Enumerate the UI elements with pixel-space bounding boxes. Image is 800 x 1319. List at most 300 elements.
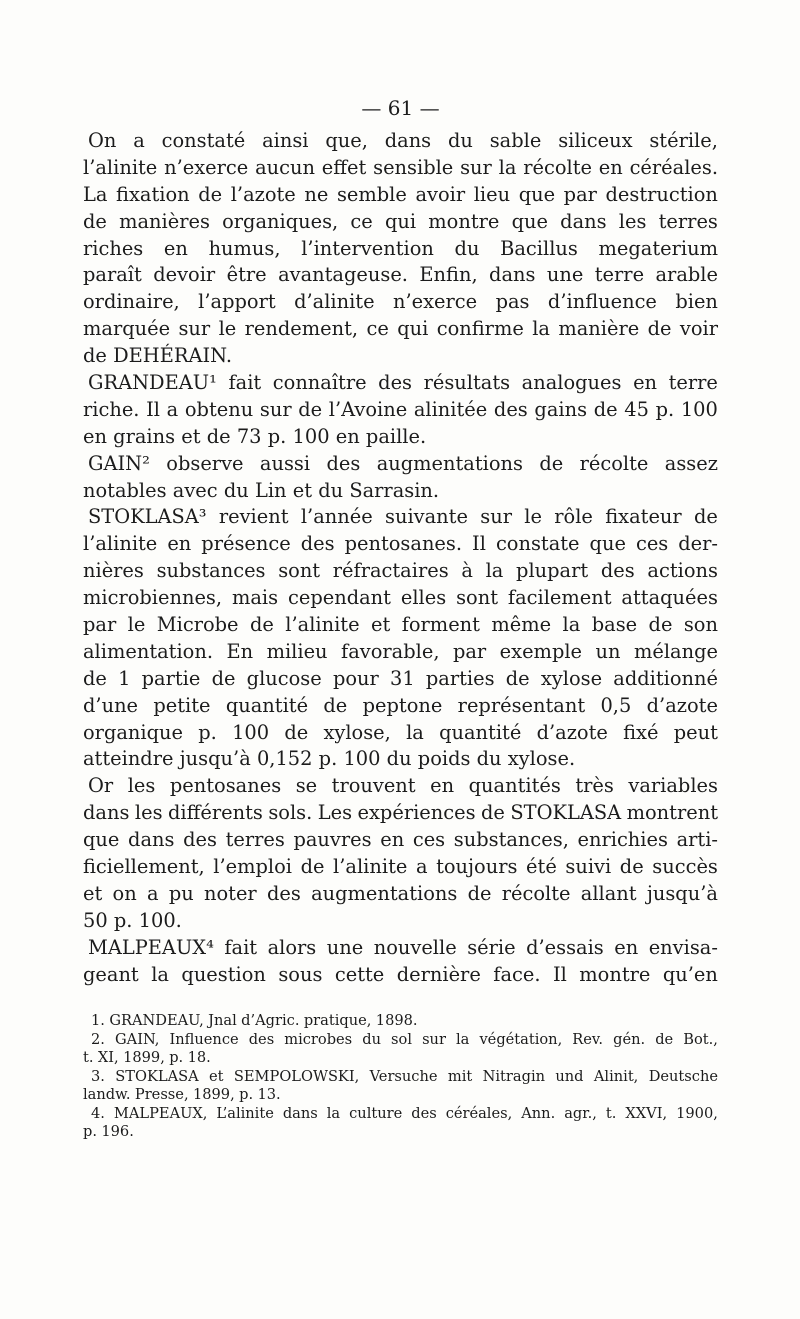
word: sur xyxy=(460,155,492,179)
word: d’azote xyxy=(646,693,718,717)
word: 1 xyxy=(118,666,131,690)
word: l’alinite xyxy=(333,855,408,879)
word: substances xyxy=(156,559,266,583)
word: par xyxy=(563,182,597,206)
word: 100 xyxy=(292,424,330,448)
word: p. xyxy=(113,908,133,932)
word: STOKLASA³ xyxy=(88,505,207,529)
word: 1899, xyxy=(192,1086,235,1103)
word: constaté xyxy=(161,129,246,152)
word: exemple xyxy=(499,639,583,663)
word: actions xyxy=(647,559,718,583)
word: récolte xyxy=(501,881,571,905)
word: Influence xyxy=(169,1030,239,1048)
word: d’une xyxy=(83,693,139,717)
word: en xyxy=(167,532,192,556)
text-line xyxy=(83,720,718,747)
text-line xyxy=(83,504,718,531)
word: attaquées xyxy=(621,586,718,610)
word: Il xyxy=(146,397,160,421)
footnote-line xyxy=(83,1105,718,1124)
text-line xyxy=(83,397,718,424)
word: devoir xyxy=(153,263,216,287)
word: que xyxy=(589,532,626,556)
text-line xyxy=(83,316,718,343)
word: forment xyxy=(401,613,480,637)
word: Lin xyxy=(254,478,287,502)
word: une xyxy=(326,935,364,959)
word: de xyxy=(694,505,718,529)
word: son xyxy=(683,613,718,637)
word: de xyxy=(655,1030,674,1048)
footnote-line xyxy=(83,1123,718,1142)
text-line xyxy=(83,639,718,666)
word: a xyxy=(415,855,428,879)
footnote-line xyxy=(83,1068,718,1087)
word: p. xyxy=(83,1123,97,1140)
word: trouvent xyxy=(331,774,416,798)
word: avoir xyxy=(415,182,466,206)
word: GAIN² xyxy=(88,451,150,475)
word: la xyxy=(562,613,581,637)
text-line xyxy=(83,155,718,182)
word: d’essais xyxy=(526,935,604,959)
word: semble xyxy=(336,182,407,206)
word: été xyxy=(526,855,557,879)
word: du xyxy=(318,478,344,502)
word: xylose, xyxy=(323,720,391,744)
word: a xyxy=(166,397,179,421)
word: et xyxy=(181,424,201,448)
word: additionné xyxy=(613,666,718,690)
word: et xyxy=(292,478,312,502)
word: des xyxy=(411,1104,437,1122)
word: Deutsche xyxy=(648,1067,718,1085)
word: et xyxy=(83,881,103,905)
word: la xyxy=(498,155,517,179)
word: MALPEAUX, xyxy=(113,1104,208,1122)
word: rendement, xyxy=(244,317,359,341)
word: du xyxy=(223,478,249,502)
word: 73 xyxy=(236,424,262,448)
word: 45 xyxy=(624,397,649,421)
word: différents xyxy=(168,801,263,825)
word: revient xyxy=(218,505,289,529)
word: MALPEAUX⁴ xyxy=(88,935,214,959)
word: alimentation. xyxy=(83,639,213,663)
word: riche. xyxy=(83,397,140,421)
word: Versuche xyxy=(369,1067,438,1085)
word: GAIN, xyxy=(115,1030,160,1048)
word: agr., xyxy=(564,1104,597,1122)
word: Alinit, xyxy=(593,1067,639,1085)
text-line xyxy=(83,236,718,263)
word: ficiellement, xyxy=(83,855,205,879)
word: elles xyxy=(400,586,447,610)
word: sur xyxy=(178,317,211,341)
word: Bacillus xyxy=(500,236,578,260)
word: pour xyxy=(332,666,379,690)
text-line xyxy=(83,558,718,585)
word: 196. xyxy=(101,1123,134,1140)
text-line xyxy=(83,585,718,612)
word: La xyxy=(83,182,108,206)
text-line xyxy=(83,800,718,827)
word: en xyxy=(335,424,360,448)
word: a xyxy=(133,129,145,152)
word: landw. xyxy=(83,1086,131,1103)
word: fixation xyxy=(116,182,190,206)
word: dans xyxy=(83,801,130,825)
word: ce xyxy=(350,209,373,233)
word: arti- xyxy=(676,828,718,852)
footnote-line xyxy=(83,1012,718,1031)
word: sur xyxy=(480,505,512,529)
word: p. xyxy=(267,424,287,448)
word: sensible xyxy=(373,155,454,179)
word: XXVI, xyxy=(625,1104,668,1122)
word: aussi xyxy=(259,451,311,475)
text-line xyxy=(83,424,718,451)
word: en xyxy=(598,155,623,179)
word: alinitée xyxy=(413,397,488,421)
word: des xyxy=(300,532,335,556)
word: avantageuse. xyxy=(278,263,408,287)
word: sur xyxy=(422,1030,446,1048)
word: xylose xyxy=(540,666,603,690)
word: représentant xyxy=(457,693,586,717)
text-line xyxy=(83,343,718,370)
word: n’exerce xyxy=(392,290,478,314)
word: du xyxy=(476,747,502,771)
word: terre xyxy=(668,371,718,395)
word: Il xyxy=(472,532,486,556)
word: organique xyxy=(83,720,183,744)
word: voir xyxy=(679,317,718,341)
word: l’apport xyxy=(198,290,276,314)
word: ne xyxy=(304,182,329,206)
word: dans xyxy=(282,1104,318,1122)
word: connaître xyxy=(272,371,367,395)
word: fait xyxy=(228,371,262,395)
text-line xyxy=(83,746,718,773)
word: peptone xyxy=(362,693,443,717)
word: SEMPOLOWSKI, xyxy=(233,1067,360,1085)
word: à xyxy=(461,559,473,583)
word: analogues xyxy=(521,371,622,395)
word: les xyxy=(127,774,156,798)
word: d’influence xyxy=(547,290,657,314)
word: l’azote xyxy=(230,182,296,206)
word: grains xyxy=(113,424,176,448)
word: stérile, xyxy=(649,129,718,152)
word: que xyxy=(518,182,556,206)
word: manières xyxy=(119,209,210,233)
word: effet xyxy=(321,155,367,179)
word: organiques, xyxy=(222,209,339,233)
word: des xyxy=(326,451,361,475)
word: de xyxy=(198,182,223,206)
word: réfractaires xyxy=(332,559,449,583)
word: variables xyxy=(628,774,718,798)
word: On xyxy=(88,129,117,152)
word: la xyxy=(151,962,169,986)
word: des xyxy=(183,828,217,852)
word: pas xyxy=(495,290,530,314)
word: de xyxy=(467,881,492,905)
word: être xyxy=(226,263,267,287)
word: pauvres xyxy=(293,828,372,852)
word: un xyxy=(595,639,621,663)
word: dernière xyxy=(396,962,481,986)
word: de xyxy=(648,613,673,637)
word: 100. xyxy=(138,908,182,932)
word: Les xyxy=(317,801,353,825)
word: en xyxy=(633,371,658,395)
word: milieu xyxy=(266,639,328,663)
word: la xyxy=(406,720,424,744)
word: GRANDEAU¹ xyxy=(88,371,217,395)
word: peut xyxy=(673,720,718,744)
word: de xyxy=(249,613,274,637)
word: en xyxy=(614,935,639,959)
word: la xyxy=(532,317,550,341)
word: récolte xyxy=(579,451,649,475)
text-line xyxy=(83,451,718,478)
word: sols. xyxy=(268,801,313,825)
word: des xyxy=(378,371,413,395)
word: jusqu’à xyxy=(646,881,718,905)
text-line xyxy=(83,881,718,908)
word: les xyxy=(618,209,647,233)
word: résultats xyxy=(423,371,511,395)
word: 1898. xyxy=(375,1012,418,1029)
word: du xyxy=(447,129,473,152)
word: du xyxy=(362,1030,381,1048)
word: p. xyxy=(655,397,675,421)
word: de xyxy=(481,801,505,825)
word: sable xyxy=(489,129,542,152)
word: le xyxy=(524,505,542,529)
word: de xyxy=(593,397,618,421)
page-number: — 61 — xyxy=(361,96,440,120)
word: siliceux xyxy=(558,129,633,152)
word: L’alinite xyxy=(216,1104,274,1122)
word: culture xyxy=(349,1104,403,1122)
text-line xyxy=(83,128,718,155)
word: de xyxy=(505,666,530,690)
word: Or xyxy=(88,774,114,798)
word: t. xyxy=(605,1104,617,1122)
word: les xyxy=(134,801,163,825)
word: de xyxy=(619,855,644,879)
word: gén. xyxy=(613,1030,646,1048)
word: de xyxy=(211,666,236,690)
text-line xyxy=(83,531,718,558)
word: l’alinite xyxy=(83,532,158,556)
word: question xyxy=(181,962,266,986)
word: en xyxy=(163,236,188,260)
word: 1. xyxy=(91,1012,105,1029)
word: de xyxy=(298,397,323,421)
word: favorable, xyxy=(341,639,440,663)
word: en xyxy=(83,424,107,448)
word: enrichies xyxy=(577,828,668,852)
word: terres xyxy=(658,209,718,233)
word: noter xyxy=(203,881,257,905)
word: 2. xyxy=(91,1030,105,1048)
word: observe xyxy=(166,451,244,475)
word: de xyxy=(284,720,309,744)
word: ainsi xyxy=(262,129,309,152)
word: même xyxy=(491,613,552,637)
word: DEHÉRAIN. xyxy=(113,344,233,368)
word: Sarrasin. xyxy=(349,478,440,502)
word: n’exerce xyxy=(164,155,249,179)
word: Nitragin xyxy=(482,1067,546,1085)
word: riches xyxy=(83,236,144,260)
word: très xyxy=(575,774,614,798)
word: qui xyxy=(397,317,429,341)
word: paraît xyxy=(83,263,142,287)
word: fait xyxy=(224,935,258,959)
text-line xyxy=(83,935,718,962)
word: alors xyxy=(267,935,317,959)
word: qu’en xyxy=(662,962,718,986)
word: une xyxy=(546,263,584,287)
word: glucose xyxy=(246,666,322,690)
footnotes xyxy=(83,1012,718,1142)
word: du xyxy=(386,747,412,771)
word: 100 xyxy=(343,747,381,771)
word: 1900, xyxy=(676,1104,718,1122)
word: de xyxy=(206,424,231,448)
word: substances, xyxy=(453,828,569,852)
word: récolte xyxy=(523,155,592,179)
word: Enfin, xyxy=(419,263,478,287)
footnote-line xyxy=(83,1049,718,1068)
word: microbes xyxy=(284,1030,353,1048)
word: ces xyxy=(412,828,446,852)
word: en xyxy=(380,828,405,852)
word: parties xyxy=(425,666,495,690)
word: pu xyxy=(168,881,194,905)
word: montrent xyxy=(626,801,718,825)
word: de xyxy=(323,693,348,717)
word: notables xyxy=(83,478,167,502)
word: petite xyxy=(153,693,211,717)
word: a xyxy=(146,881,159,905)
word: nouvelle xyxy=(373,935,457,959)
word: cependant xyxy=(287,586,391,610)
word: 1899, xyxy=(123,1049,165,1066)
word: ces xyxy=(635,532,669,556)
word: que, xyxy=(325,129,368,152)
word: base xyxy=(591,613,638,637)
word: pentosanes. xyxy=(344,532,463,556)
word: que xyxy=(511,209,548,233)
word: p. xyxy=(239,1086,254,1103)
word: de xyxy=(300,855,325,879)
word: constate xyxy=(495,532,580,556)
word: l’année xyxy=(300,505,373,529)
word: allant xyxy=(580,881,637,905)
word: bien xyxy=(675,290,718,314)
word: l’emploi xyxy=(213,855,292,879)
text-line xyxy=(83,289,718,316)
word: pentosanes xyxy=(169,774,282,798)
text-line xyxy=(83,209,718,236)
word: l’alinite xyxy=(83,155,158,179)
word: le xyxy=(127,613,146,637)
word: aucun xyxy=(255,155,315,179)
word: 31 xyxy=(390,666,415,690)
word: montre xyxy=(579,962,651,986)
word: dans xyxy=(560,209,607,233)
word: assez xyxy=(664,451,718,475)
word: partie xyxy=(141,666,201,690)
word: l’intervention xyxy=(301,236,434,260)
word: destruction xyxy=(605,182,718,206)
word: confirme xyxy=(436,317,524,341)
word: manière xyxy=(558,317,640,341)
word: montre xyxy=(428,209,500,233)
text-line xyxy=(83,962,718,989)
word: avec xyxy=(172,478,218,502)
word: et xyxy=(209,1067,224,1085)
word: sous xyxy=(278,962,323,986)
word: quantités xyxy=(468,774,561,798)
word: terres xyxy=(225,828,285,852)
word: mélange xyxy=(633,639,718,663)
word: XI, xyxy=(97,1049,119,1066)
word: jusqu’à xyxy=(179,747,251,771)
word: paille. xyxy=(365,424,427,448)
word: que xyxy=(83,828,120,852)
word: ordinaire, xyxy=(83,290,180,314)
word: 50 xyxy=(83,908,108,932)
word: Ann. xyxy=(521,1104,556,1122)
word: en xyxy=(430,774,455,798)
word: toujours xyxy=(436,855,518,879)
word: p. xyxy=(318,747,338,771)
word: mais xyxy=(231,586,279,610)
word: quantité xyxy=(225,693,309,717)
word: mit xyxy=(447,1067,473,1085)
word: fixateur xyxy=(605,505,682,529)
word: sont xyxy=(278,559,321,583)
word: présence xyxy=(201,532,291,556)
word: suivante xyxy=(385,505,468,529)
word: le xyxy=(218,317,237,341)
word: la xyxy=(326,1104,341,1122)
word: de xyxy=(539,451,564,475)
footnote-line xyxy=(83,1086,718,1105)
text-line xyxy=(83,773,718,800)
word: quantité xyxy=(439,720,522,744)
word: Il xyxy=(552,962,567,986)
word: der- xyxy=(678,532,718,556)
word: 4. xyxy=(91,1104,105,1122)
word: augmentations xyxy=(376,451,523,475)
word: de xyxy=(647,317,672,341)
word: STOKLASA xyxy=(115,1067,199,1085)
word: atteindre xyxy=(83,747,174,771)
text-line xyxy=(83,182,718,209)
word: microbiennes, xyxy=(83,586,223,610)
word: se xyxy=(295,774,318,798)
word: Jnal xyxy=(208,1012,237,1029)
